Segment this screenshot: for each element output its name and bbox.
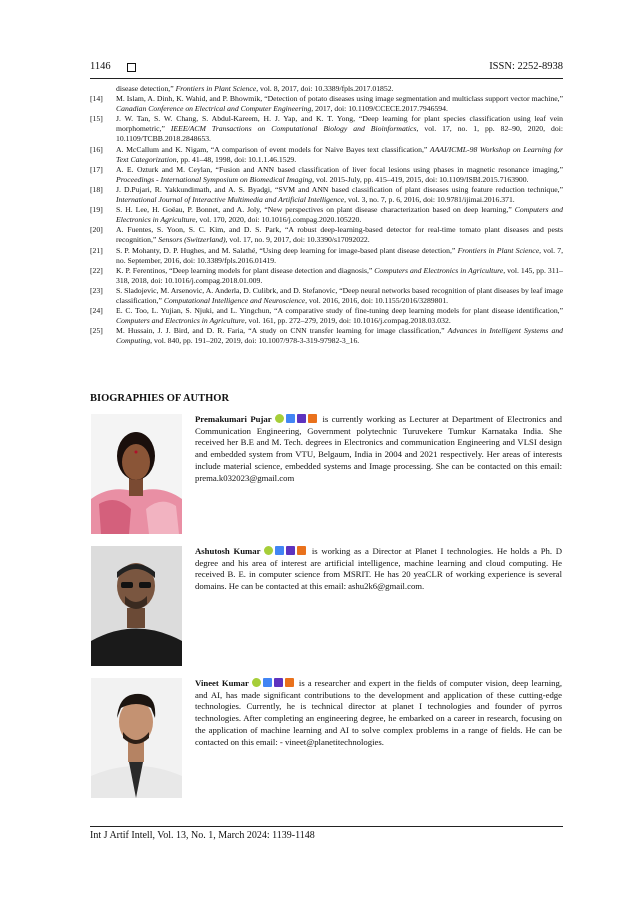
reference-number: [17]	[90, 164, 103, 174]
reference-text: , vol. 3, no. 7, p. 6, 2016, doi: 10.9781/ijimai.2016.371.	[344, 195, 515, 205]
reference-text: J. W. Tan, S. W. Chang, S. Abdul-Kareem, H. J. Yap, and K. T. Yong, “Deep learning for plant species classification using leaf vein morphometric,”	[116, 114, 563, 134]
reference-text: , vol. 840, pp. 191–202, 2019, doi: 10.1007/978-3-319-97982-3_16.	[150, 336, 360, 346]
reference-venue: International Journal of Interactive Multimedia and Artificial Intelligence	[116, 195, 345, 205]
reference-text: A. Fuentes, S. Yoon, S. C. Kim, and D. S. Park, “A robust deep-learning-based detector for real-time tomato plant diseases and pests recognition,”	[116, 225, 563, 245]
author-bio-3	[195, 678, 562, 748]
author-bio-2	[195, 546, 562, 593]
reference-text: A. E. Ozturk and M. Ceylan, “Fusion and ANN based classification of liver focal lesions using phases in magnetic resonance imaging,”	[116, 164, 563, 174]
reference-number: [14]	[90, 94, 103, 104]
reference-text: S. P. Mohanty, D. P. Hughes, and M. Salathé, “Using deep learning for image-based plant disease detection,”	[116, 245, 458, 255]
google-scholar-icon[interactable]	[275, 546, 284, 555]
reference-text: A. McCallum and K. Nigam, “A comparison of event models for Naive Bayes text classification,”	[116, 144, 430, 154]
reference-venue: Canadian Conference on Electrical and Computer Engineering	[116, 104, 312, 114]
reference-item	[90, 185, 563, 205]
reference-item	[90, 94, 563, 114]
orcid-icon[interactable]	[252, 678, 261, 687]
author-photo-3	[91, 678, 182, 798]
reference-item	[90, 114, 563, 144]
scopus-icon[interactable]	[286, 546, 295, 555]
reference-venue: Frontiers in Plant Science	[175, 84, 257, 93]
google-scholar-icon[interactable]	[263, 678, 272, 687]
reference-text: , vol. 161, pp. 272–279, 2019, doi: 10.1016/j.compag.2018.03.032.	[244, 316, 451, 326]
reference-item	[90, 266, 563, 286]
reference-item	[90, 306, 563, 326]
reference-number: [18]	[90, 184, 103, 194]
scopus-icon[interactable]	[274, 678, 283, 687]
author-name: Ashutosh Kumar	[195, 546, 261, 556]
issn: ISSN: 2252-8938	[489, 61, 563, 72]
reference-text: , 2017, doi: 10.1109/CCECE.2017.7946594.	[311, 104, 448, 114]
reference-text: M. Islam, A. Dinh, K. Wahid, and P. Bhowmik, “Detection of potato diseases using image segmentation and multiclass support vector machine,”	[116, 94, 563, 104]
reference-text: J. D.Pujari, R. Yakkundimath, and A. S. Byadgi, “SVM and ANN based classification of plant diseases using feature reduction technique,”	[116, 184, 563, 194]
google-scholar-icon[interactable]	[286, 414, 295, 423]
page-number: 1146	[90, 61, 111, 72]
scopus-icon[interactable]	[297, 414, 306, 423]
reference-item	[90, 205, 563, 225]
reference-venue: IEEE/ACM Transactions on Computational Biology and Bioinformatics	[170, 124, 417, 134]
header-rule	[90, 78, 563, 79]
publons-icon[interactable]	[285, 678, 294, 687]
reference-venue: Frontiers in Plant Science	[457, 245, 540, 255]
reference-venue: Computers and Electronics in Agriculture	[116, 205, 563, 225]
reference-venue: Sensors (Switzerland)	[158, 235, 226, 245]
reference-text: , vol. 8, 2017, doi: 10.3389/fpls.2017.01852.	[256, 84, 394, 93]
reference-item	[90, 286, 563, 306]
reference-text: , vol. 17, no. 1, pp. 82–90, 2020, doi: 10.1109/TCBB.2018.2848653.	[116, 124, 563, 144]
page-header	[90, 61, 563, 75]
reference-venue: Computers and Electronics in Agriculture	[116, 316, 245, 326]
author-description: is currently working as Lecturer at Department of Electronics and Communication Engineering, Government polytechnic Turuvekere Tumkur Karnataka India. She received her B.E and M. Tech. degrees in Electronics and communication Engineering and VLSI design and embedded system from VTU, Belgaum, India in 2004 and 2021 respectively. Her areas of interests include material science, embedded systems and Image processing. She can be contacted on this email: prema.k032023@gmail.com	[195, 414, 563, 483]
reference-venue: Computers and Electronics in Agriculture	[374, 265, 504, 275]
reference-number: [24]	[90, 306, 103, 316]
reference-number: [22]	[90, 265, 103, 275]
reference-text: E. C. Too, L. Yujian, S. Njuki, and L. Yingchun, “A comparative study of fine-tuning deep learning models for plant disease identification,”	[116, 306, 563, 316]
reference-list	[90, 84, 563, 346]
author-description: is working as a Director at Planet I technologies. He holds a Ph. D degree and his area of interest are artificial intelligence, machine learning and cloud computing. He received B. E. in computer science from MSRIT. He has 20 yeaCLR of working experience is several domains. He can be contacted at this email: ashu2k6@gmail.com.	[195, 546, 563, 592]
reference-number: [21]	[90, 245, 103, 255]
publons-icon[interactable]	[297, 546, 306, 555]
reference-item	[90, 326, 563, 346]
reference-item	[90, 84, 563, 94]
reference-number: [20]	[90, 225, 103, 235]
reference-venue: AAAI/ICML-98 Workshop on Learning for Text Categorization	[116, 144, 564, 164]
author-bio-1	[195, 414, 562, 484]
footer-rule	[90, 826, 563, 827]
author-photo-2	[91, 546, 182, 666]
reference-text: M. Hussain, J. J. Bird, and D. R. Faria, “A study on CNN transfer learning for image classification,”	[116, 326, 448, 336]
orcid-icon[interactable]	[275, 414, 284, 423]
reference-text: disease detection,”	[116, 84, 176, 93]
reference-text: , vol. 2016, 2016, doi: 10.1155/2016/3289801.	[305, 295, 449, 305]
reference-venue: Proceedings - International Symposium on Biomedical Imaging	[116, 174, 313, 184]
author-name: Vineet Kumar	[195, 678, 249, 688]
reference-number: [16]	[90, 144, 103, 154]
reference-number: [25]	[90, 326, 103, 336]
publons-icon[interactable]	[308, 414, 317, 423]
reference-text: S. Sladojevic, M. Arsenovic, A. Anderla, D. Culibrk, and D. Stefanovic, “Deep neural networks based recognition of plant diseases by leaf image classification,”	[116, 285, 563, 305]
reference-text: , vol. 7, no. September, 2016, doi: 10.3389/fpls.2016.01419.	[116, 245, 563, 265]
reference-item	[90, 246, 563, 266]
reference-text: S. H. Lee, H. Goëau, P. Bonnet, and A. Joly, “New perspectives on plant disease characterization based on deep learning,”	[116, 205, 515, 215]
square-icon	[127, 63, 136, 72]
reference-text: , vol. 170, 2020, doi: 10.1016/j.compag.2020.105220.	[195, 215, 362, 225]
reference-number: [19]	[90, 205, 103, 215]
reference-item	[90, 165, 563, 185]
reference-item	[90, 225, 563, 245]
author-name: Premakumari Pujar	[195, 414, 272, 424]
section-title: BIOGRAPHIES OF AUTHOR	[90, 393, 230, 404]
reference-number: [23]	[90, 285, 103, 295]
reference-venue: Advances in Intelligent Systems and Computing	[116, 326, 564, 346]
author-photo-1	[91, 414, 182, 534]
reference-number: [15]	[90, 114, 103, 124]
reference-item	[90, 145, 563, 165]
reference-text: , vol. 145, pp. 311–318, 2018, doi: 10.1016/j.compag.2018.01.009.	[116, 265, 563, 285]
page-footer: Int J Artif Intell, Vol. 13, No. 1, March 2024: 1139-1148	[90, 830, 315, 841]
reference-text: , vol. 17, no. 9, 2017, doi: 10.3390/s17092022.	[225, 235, 370, 245]
reference-text: K. P. Ferentinos, “Deep learning models for plant disease detection and diagnosis,”	[116, 265, 375, 275]
author-description: is a researcher and expert in the fields of computer vision, deep learning, and AI, has made significant contributions to the development and application of these cutting-edge technologies. Currently, he is technical director at planet I technologies and founder of pyrros technologies. After completing an engineering degree, he embarked on a career in research, focusing on the application of machine learning and AI to solve complex problems in a range of fields. He can be contacted on this email: - vineet@planetitechnologies.	[195, 678, 563, 747]
reference-text: , vol. 2015-July, pp. 415–419, 2015, doi: 10.1109/ISBI.2015.7163900.	[312, 174, 529, 184]
reference-text: , pp. 41–48, 1998, doi: 10.1.1.46.1529.	[176, 154, 297, 164]
orcid-icon[interactable]	[264, 546, 273, 555]
reference-venue: Computational Intelligence and Neuroscience	[163, 295, 306, 305]
